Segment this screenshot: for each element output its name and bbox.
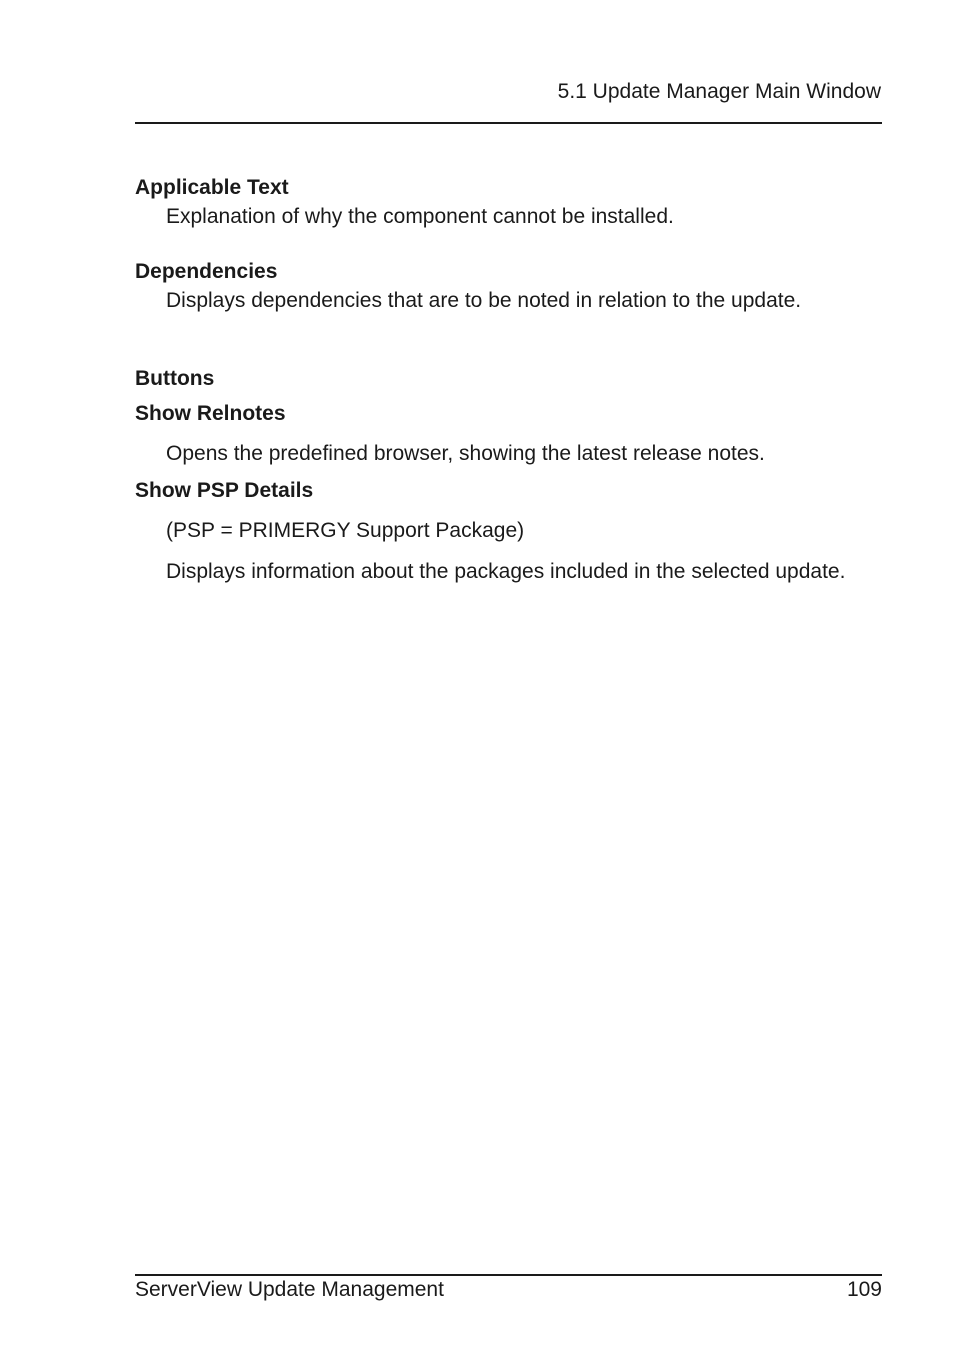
description-applicable-text: Explanation of why the component cannot be installed.	[166, 205, 674, 228]
term-dependencies: Dependencies	[135, 260, 278, 283]
running-header-title: 5.1 Update Manager Main Window	[557, 80, 881, 103]
term-show-relnotes: Show Relnotes	[135, 402, 286, 425]
term-applicable-text: Applicable Text	[135, 176, 289, 199]
description-show-relnotes: Opens the predefined browser, showing the latest release notes.	[166, 442, 765, 465]
section-heading-buttons: Buttons	[135, 367, 215, 390]
footer-document-title: ServerView Update Management	[135, 1278, 444, 1301]
description-dependencies: Displays dependencies that are to be noted in relation to the update.	[166, 289, 802, 312]
description-show-psp-details: Displays information about the packages included in the selected update.	[166, 560, 846, 583]
term-show-psp-details: Show PSP Details	[135, 479, 314, 502]
note-psp-abbreviation: (PSP = PRIMERGY Support Package)	[166, 519, 525, 542]
page-number: 109	[846, 1278, 882, 1301]
header-divider	[135, 122, 882, 124]
footer-divider	[135, 1274, 882, 1276]
